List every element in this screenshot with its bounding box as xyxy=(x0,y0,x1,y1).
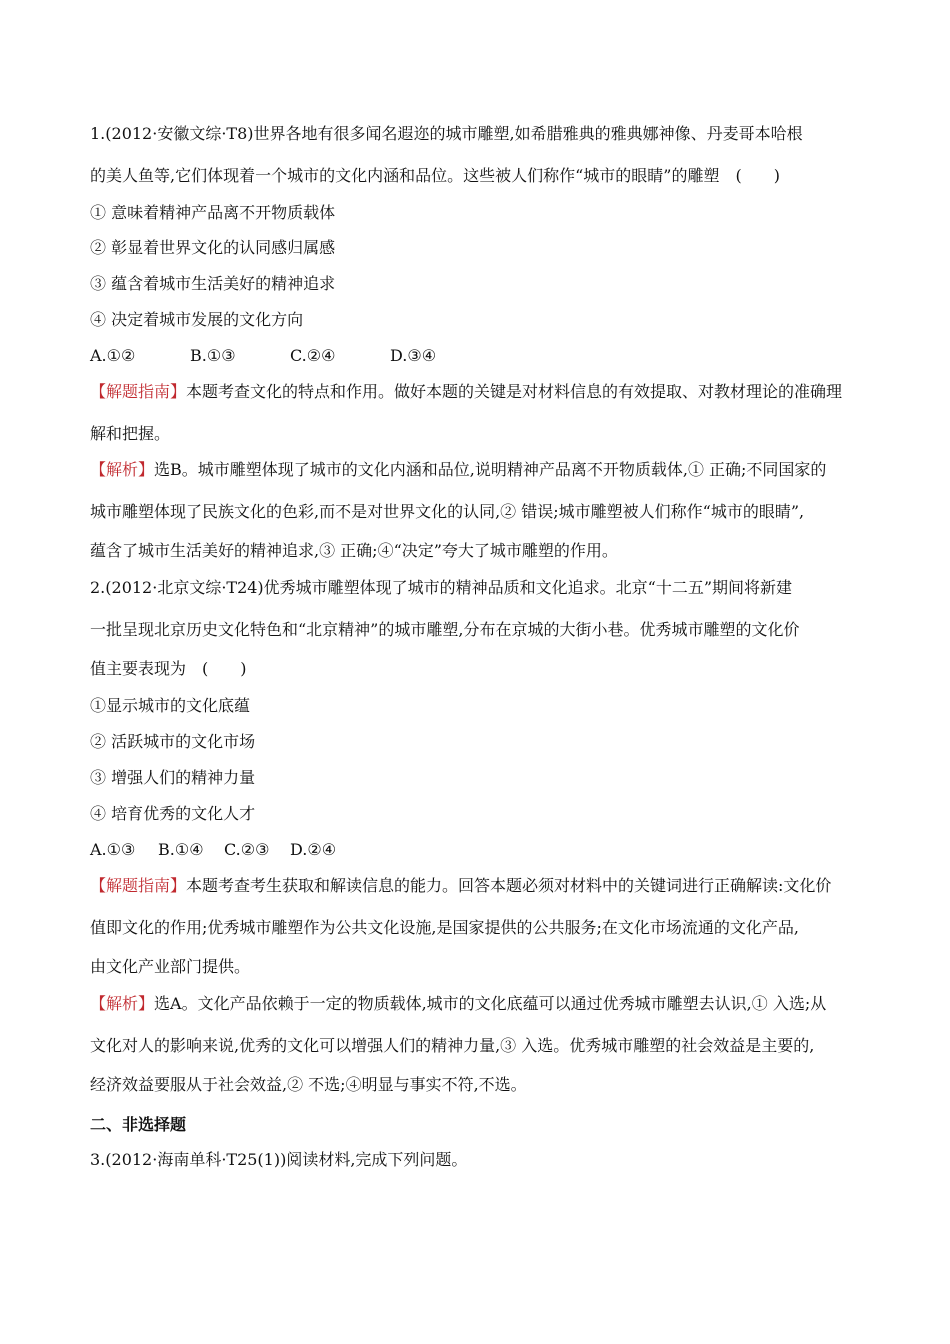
q2-guide-tag: 【解题指南】 xyxy=(90,876,187,895)
q2-stem-line2: 一批呈现北京历史文化特色和“北京精神”的城市雕塑,分布在京城的大街小巷。优秀城市雕塑的文化价 xyxy=(90,620,800,639)
section-heading: 二、非选择题 xyxy=(90,1115,187,1134)
q2-stem-line3: 值主要表现为 ( ) xyxy=(90,659,247,678)
q2-guide-line3: 由文化产业部门提供。 xyxy=(90,957,251,976)
q2-guide-text: 本题考查考生获取和解读信息的能力。回答本题必须对材料中的关键词进行正确解读:文化价 xyxy=(186,876,832,895)
q3-stem: 3.(2012·海南单科·T25(1))阅读材料,完成下列问题。 xyxy=(90,1150,468,1169)
q2-item-2: ② 活跃城市的文化市场 xyxy=(90,732,256,751)
q1-option-c: C.②④ xyxy=(290,346,336,365)
q2-stem-line1: 2.(2012·北京文综·T24)优秀城市雕塑体现了城市的精神品质和文化追求。北京“十二五”期间将新建 xyxy=(90,578,793,597)
q1-option-d: D.③④ xyxy=(390,346,437,365)
q1-item-2: ② 彰显着世界文化的认同感归属感 xyxy=(90,238,336,257)
q2-option-a: A.①③ xyxy=(90,840,136,859)
q2-item-3: ③ 增强人们的精神力量 xyxy=(90,768,256,787)
q1-option-b: B.①③ xyxy=(190,346,236,365)
q1-analysis-line2: 城市雕塑体现了民族文化的色彩,而不是对世界文化的认同,② 错误;城市雕塑被人们称作“城市的眼睛”, xyxy=(90,502,805,521)
q1-option-a: A.①② xyxy=(90,346,136,365)
q1-analysis-text: 选B。城市雕塑体现了城市的文化内涵和品位,说明精神产品离不开物质载体,① 正确;不同国家的 xyxy=(154,460,827,479)
q2-item-4: ④ 培育优秀的文化人才 xyxy=(90,804,256,823)
q1-guide-line2: 解和把握。 xyxy=(90,424,171,443)
q1-analysis-line3: 蕴含了城市生活美好的精神追求,③ 正确;④“决定”夸大了城市雕塑的作用。 xyxy=(90,541,618,560)
q1-guide-line1 xyxy=(90,382,860,402)
q2-guide-line1 xyxy=(90,876,860,896)
q1-stem-line1: 1.(2012·安徽文综·T8)世界各地有很多闻名遐迩的城市雕塑,如希腊雅典的雅典娜神像、丹麦哥本哈根 xyxy=(90,124,803,143)
q2-analysis-line1 xyxy=(90,994,860,1014)
q2-analysis-line3: 经济效益要服从于社会效益,② 不选;④明显与事实不符,不选。 xyxy=(90,1075,527,1094)
q1-analysis-line1 xyxy=(90,460,860,480)
q2-options xyxy=(90,840,860,860)
q2-option-c: C.②③ xyxy=(224,840,270,859)
q2-guide-line2: 值即文化的作用;优秀城市雕塑作为公共文化设施,是国家提供的公共服务;在文化市场流通的文化产品, xyxy=(90,918,799,937)
q2-analysis-text: 选A。文化产品依赖于一定的物质载体,城市的文化底蕴可以通过优秀城市雕塑去认识,① 入选;从 xyxy=(154,994,827,1013)
q1-item-3: ③ 蕴含着城市生活美好的精神追求 xyxy=(90,274,336,293)
q2-item-1: ①显示城市的文化底蕴 xyxy=(90,696,251,715)
q1-guide-text: 本题考查文化的特点和作用。做好本题的关键是对材料信息的有效提取、对教材理论的准确理 xyxy=(186,382,843,401)
q2-option-b: B.①④ xyxy=(158,840,204,859)
q1-guide-tag: 【解题指南】 xyxy=(90,382,187,401)
q2-analysis-line2: 文化对人的影响来说,优秀的文化可以增强人们的精神力量,③ 入选。优秀城市雕塑的社会效益是主要的, xyxy=(90,1036,815,1055)
q1-item-4: ④ 决定着城市发展的文化方向 xyxy=(90,310,304,329)
q1-options xyxy=(90,346,860,366)
q1-stem-line2: 的美人鱼等,它们体现着一个城市的文化内涵和品位。这些被人们称作“城市的眼睛”的雕塑 ( ) xyxy=(90,166,780,185)
q2-analysis-tag: 【解析】 xyxy=(90,994,155,1013)
q1-analysis-tag: 【解析】 xyxy=(90,460,155,479)
q2-option-d: D.②④ xyxy=(290,840,337,859)
q1-item-1: ① 意味着精神产品离不开物质载体 xyxy=(90,203,336,222)
